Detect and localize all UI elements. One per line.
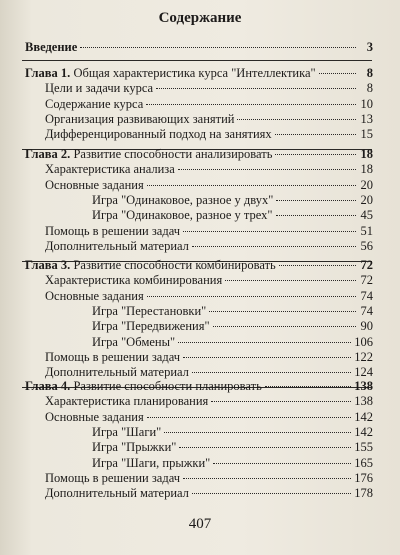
entry-page-number: 3 xyxy=(366,40,373,54)
entry-label xyxy=(45,178,144,193)
dot-leader xyxy=(178,169,356,170)
entry-page-number: 45 xyxy=(360,208,373,222)
entry-label xyxy=(25,147,272,162)
intro-label: Введение xyxy=(25,40,78,54)
dot-leader xyxy=(265,386,351,387)
entry-page-number: 72 xyxy=(360,273,373,287)
entry-label xyxy=(92,319,210,334)
entry-label xyxy=(25,258,276,273)
entry-label xyxy=(92,440,176,455)
entry-label xyxy=(25,66,316,81)
entry-label xyxy=(25,40,77,55)
entry-label xyxy=(45,365,189,380)
entry-page-number: 90 xyxy=(360,319,373,333)
entry-title: Игра "Одинаковое, разное у трех" xyxy=(92,208,273,222)
dot-leader xyxy=(183,478,351,479)
entry-title: Игра "Одинаковое, разное у двух" xyxy=(92,193,274,207)
entry-page-number: 20 xyxy=(360,193,373,207)
entry-title: Помощь в решении задач xyxy=(45,224,181,238)
entry-page-number: 74 xyxy=(360,289,373,303)
dot-leader xyxy=(319,73,356,74)
toc-chapter-3 xyxy=(25,258,373,273)
entry-label xyxy=(45,127,272,142)
toc-entry xyxy=(45,365,373,380)
entry-label xyxy=(45,273,222,288)
toc-entry xyxy=(45,224,373,239)
dot-leader xyxy=(80,47,356,48)
entry-page-number: 138 xyxy=(354,379,373,393)
entry-page-number: 74 xyxy=(360,304,373,318)
entry-title: Характеристика планирования xyxy=(45,394,209,408)
toc-entry xyxy=(45,112,373,127)
entry-page-number: 20 xyxy=(360,178,373,192)
dot-leader xyxy=(213,326,356,327)
entry-title: Игра "Обмены" xyxy=(92,335,176,349)
entry-title: Игра "Шаги" xyxy=(92,425,162,439)
entry-label xyxy=(45,239,189,254)
entry-label xyxy=(92,425,161,440)
entry-label xyxy=(45,350,180,365)
toc-entry xyxy=(92,208,373,223)
entry-page-number: 124 xyxy=(354,365,373,379)
entry-page-number: 8 xyxy=(366,81,373,95)
toc-chapter-4 xyxy=(25,379,373,394)
dot-leader xyxy=(209,311,356,312)
toc-entry xyxy=(45,81,373,96)
entry-label xyxy=(92,304,206,319)
dot-leader xyxy=(225,280,356,281)
chapter-number: Глава 3. xyxy=(25,258,71,272)
entry-label xyxy=(45,81,153,96)
entry-page-number: 13 xyxy=(360,112,373,126)
entry-page-number: 176 xyxy=(354,471,373,485)
entry-label xyxy=(92,193,273,208)
dot-leader xyxy=(164,432,351,433)
chapter-number: Глава 1. xyxy=(25,66,71,80)
toc-entry xyxy=(45,127,373,142)
entry-title: Организация развивающих занятий xyxy=(45,112,235,126)
toc-entry-intro xyxy=(25,40,373,55)
dot-leader xyxy=(147,185,356,186)
dot-leader xyxy=(192,246,356,247)
entry-title: Помощь в решении задач xyxy=(45,471,181,485)
toc-entry xyxy=(92,440,373,455)
toc-entry xyxy=(45,273,373,288)
entry-label xyxy=(45,112,234,127)
entry-label xyxy=(25,379,262,394)
chapter-title: Развитие способности комбинировать xyxy=(73,258,276,272)
toc-entry xyxy=(45,289,373,304)
dot-leader xyxy=(279,265,356,266)
entry-page-number: 106 xyxy=(354,335,373,349)
entry-title: Дополнительный материал xyxy=(45,486,189,500)
toc-entry xyxy=(92,193,373,208)
toc-entry xyxy=(45,162,373,177)
toc-entry xyxy=(45,178,373,193)
dot-leader xyxy=(146,104,356,105)
toc-entry xyxy=(45,471,373,486)
entry-title: Дифференцированный подход на занятиях xyxy=(45,127,272,141)
entry-title: Игра "Передвижения" xyxy=(92,319,210,333)
dot-leader xyxy=(179,447,351,448)
entry-title: Основные задания xyxy=(45,289,144,303)
entry-title: Основные задания xyxy=(45,410,144,424)
entry-page-number: 15 xyxy=(360,127,373,141)
entry-page-number: 18 xyxy=(360,147,373,161)
toc-chapter-2 xyxy=(25,147,373,162)
entry-title: Цели и задачи курса xyxy=(45,81,154,95)
dot-leader xyxy=(156,88,356,89)
entry-page-number: 56 xyxy=(360,239,373,253)
toc-entry xyxy=(92,304,373,319)
dot-leader xyxy=(276,215,356,216)
entry-label xyxy=(45,97,143,112)
entry-title: Игра "Прыжки" xyxy=(92,440,177,454)
toc-entry xyxy=(92,425,373,440)
entry-label xyxy=(45,394,208,409)
entry-page-number: 10 xyxy=(360,97,373,111)
entry-title: Содержание курса xyxy=(45,97,144,111)
dot-leader xyxy=(147,417,352,418)
entry-page-number: 18 xyxy=(360,162,373,176)
dot-leader xyxy=(276,200,356,201)
page-number: 407 xyxy=(188,516,212,532)
entry-page-number: 122 xyxy=(354,350,373,364)
toc-entry xyxy=(45,394,373,409)
entry-title: Характеристика анализа xyxy=(45,162,175,176)
entry-page-number: 165 xyxy=(354,456,373,470)
dot-leader xyxy=(213,463,351,464)
entry-label xyxy=(45,224,180,239)
toc-entry xyxy=(92,456,373,471)
entry-page-number: 51 xyxy=(360,224,373,238)
toc-entry xyxy=(45,239,373,254)
entry-label xyxy=(92,208,273,223)
entry-label xyxy=(45,471,180,486)
entry-page-number: 8 xyxy=(366,66,373,80)
dot-leader xyxy=(178,342,351,343)
entry-page-number: 142 xyxy=(354,410,373,424)
page-title: Содержание xyxy=(158,10,242,26)
dot-leader xyxy=(237,119,356,120)
entry-title: Дополнительный материал xyxy=(45,239,189,253)
entry-title: Игра "Перестановки" xyxy=(92,304,207,318)
chapter-title: Общая характеристика курса "Интеллектика" xyxy=(73,66,316,80)
entry-page-number: 138 xyxy=(354,394,373,408)
dot-leader xyxy=(147,296,356,297)
chapter-number: Глава 4. xyxy=(25,379,71,393)
toc-entry xyxy=(45,350,373,365)
entry-page-number: 178 xyxy=(354,486,373,500)
entry-label xyxy=(92,335,175,350)
dot-leader xyxy=(183,231,356,232)
entry-label xyxy=(45,410,144,425)
entry-page-number: 72 xyxy=(360,258,373,272)
entry-label xyxy=(45,289,144,304)
dot-leader xyxy=(192,493,351,494)
entry-title: Игра "Шаги, прыжки" xyxy=(92,456,211,470)
toc-entry xyxy=(92,319,373,334)
entry-title: Основные задания xyxy=(45,178,144,192)
entry-label xyxy=(92,456,210,471)
dot-leader xyxy=(275,134,356,135)
toc-entry xyxy=(45,486,373,501)
toc-entry xyxy=(92,335,373,350)
toc-entry xyxy=(45,97,373,112)
entry-label xyxy=(45,486,189,501)
entry-label xyxy=(45,162,175,177)
entry-title: Дополнительный материал xyxy=(45,365,189,379)
entry-page-number: 142 xyxy=(354,425,373,439)
dot-leader xyxy=(211,401,351,402)
section-divider xyxy=(22,60,372,61)
toc-entry xyxy=(45,410,373,425)
entry-title: Помощь в решении задач xyxy=(45,350,181,364)
dot-leader xyxy=(275,154,356,155)
toc-chapter-1 xyxy=(25,66,373,81)
chapter-title: Развитие способности планировать xyxy=(73,379,262,393)
chapter-number: Глава 2. xyxy=(25,147,71,161)
dot-leader xyxy=(192,372,351,373)
chapter-title: Развитие способности анализировать xyxy=(73,147,273,161)
dot-leader xyxy=(183,357,351,358)
entry-title: Характеристика комбинирования xyxy=(45,273,223,287)
entry-page-number: 155 xyxy=(354,440,373,454)
